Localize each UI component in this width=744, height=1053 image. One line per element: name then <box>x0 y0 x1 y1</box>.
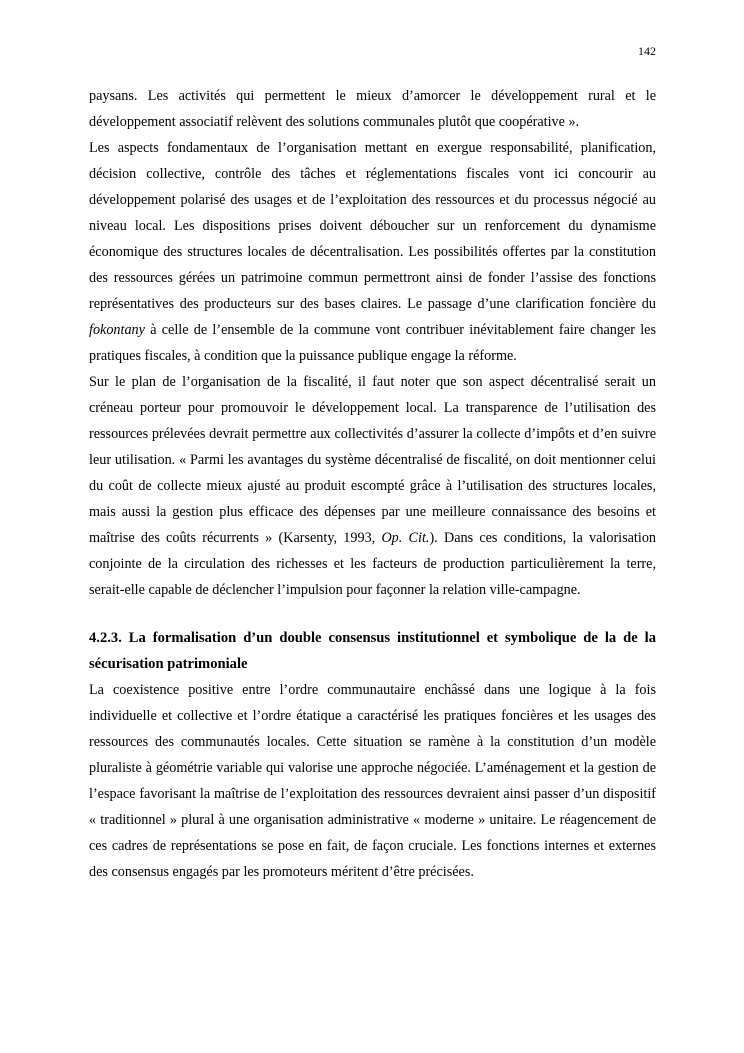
paragraph-3-italic-citation: Op. Cit. <box>381 530 430 546</box>
paragraph-2-text-a: Les aspects fondamentaux de l’organisation mettant en exergue responsabilité, planification, décision collective, contrôle des tâches et réglementations fiscales vont ici concourir au développement polarisé des usages et de l’exploitation des ressources et du processus négocié au niveau local. Les dispositions prises doivent déboucher sur un renforcement du dynamisme économique des structures locales de décentralisation. Les possibilités offertes par la constitution des ressources gérées un patrimoine commun permettront ainsi de fonder l’assise des fonctions représentatives des producteurs sur des bases claires. Le passage d’une clarification foncière du <box>89 140 656 312</box>
paragraph-1: paysans. Les activités qui permettent le mieux d’amorcer le développement rural et le développement associatif relèvent des solutions communales plutôt que coopérative ». <box>89 88 656 130</box>
body-text <box>89 83 656 885</box>
paragraph-2-text-b: à celle de l’ensemble de la commune vont contribuer inévitablement faire changer les pratiques fiscales, à condition que la puissance publique engage la réforme. <box>89 322 656 364</box>
page-number: 142 <box>638 44 656 58</box>
paragraph-4: La coexistence positive entre l’ordre communautaire enchâssé dans une logique à la fois individuelle et collective et l’ordre étatique a caractérisé les pratiques foncières et les usages des ressources des communautés locales. Cette situation se ramène à la constitution d’un modèle pluraliste à géométrie variable qui valorise une approche négociée. L’aménagement et la gestion de l’espace favorisant la maîtrise de l’exploitation des ressources devraient ainsi passer d’un dispositif « traditionnel » plural à une organisation administrative « moderne » unitaire. Le réagencement de ces cadres de représentations se pose en fait, de façon cruciale. Les fonctions internes et externes des consensus engagés par les promoteurs méritent d’être précisées. <box>89 682 656 880</box>
paragraph-2-italic-term: fokontany <box>89 322 145 338</box>
paragraph-3-text-b: ). Dans ces conditions, la valorisation conjointe de la circulation des richesses et les facteurs de production particulièrement la terre, serait-elle capable de déclencher l’impulsion pour façonner la relation ville-campagne. <box>89 530 657 598</box>
paragraph-3 <box>89 369 656 603</box>
paragraph-2 <box>89 135 656 369</box>
paragraph-3-text-a: Sur le plan de l’organisation de la fiscalité, il faut noter que son aspect décentralisé serait un créneau porteur pour promouvoir le développement local. La transparence de l’utilisation des ressources prélevées devrait permettre aux collectivités d’assurer la collecte d’impôts et d’en suivre leur utilisation. « Parmi les avantages du système décentralisé de fiscalité, on doit mentionner celui du coût de collecte mieux ajusté au produit escompté grâce à l’utilisation des structures locales, mais aussi la gestion plus efficace des dépenses par une meilleure connaissance des besoins et maîtrise des coûts récurrents » (Karsenty, 1993, <box>89 374 656 546</box>
section-heading: 4.2.3. La formalisation d’un double consensus institutionnel et symbolique de la de la sécurisation patrimoniale <box>89 630 656 672</box>
